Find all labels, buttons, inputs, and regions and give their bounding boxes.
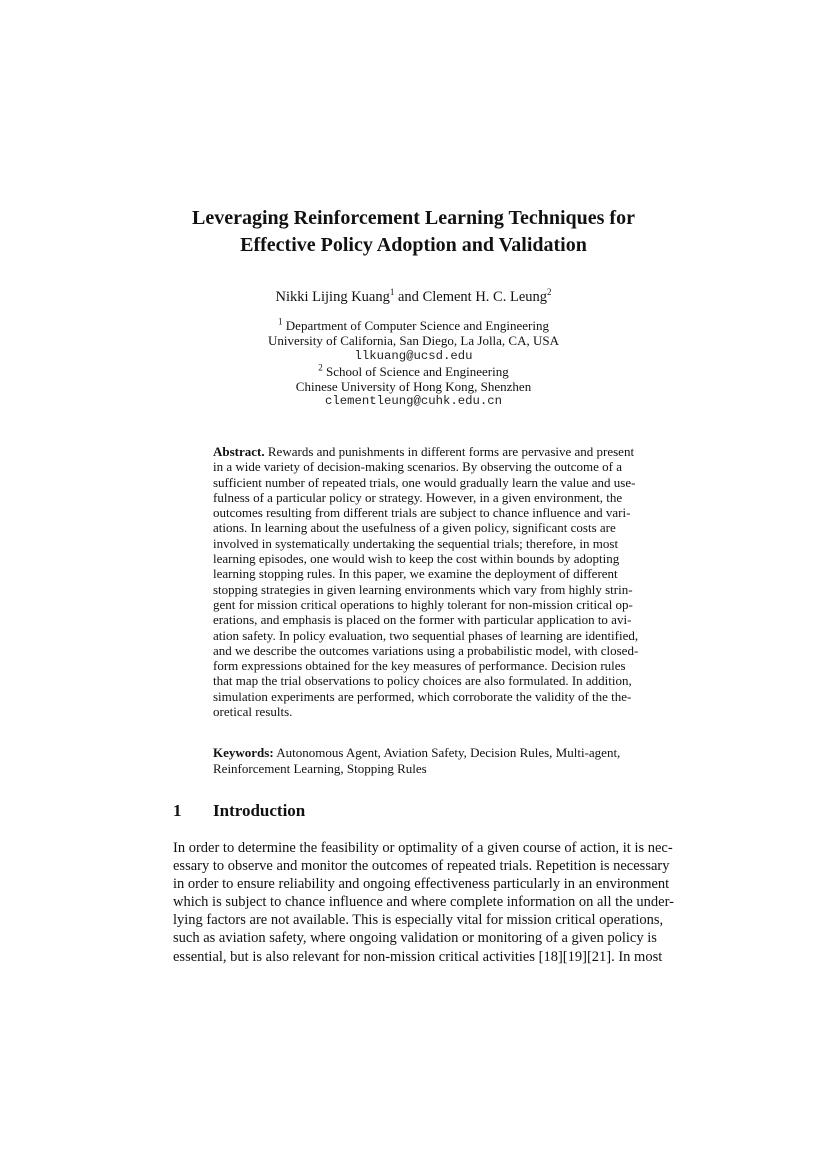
- affiliation-institution: University of California, San Diego, La Jolla, CA, USA: [267, 333, 559, 349]
- abstract-line: learning stopping rules. In this paper, we examine the deployment of different: [213, 566, 618, 582]
- abstract-line: fulness of a particular policy or strategy. However, in a given environment, the: [213, 489, 623, 505]
- abstract-line: form expressions obtained for the key measures of performance. Decision rules: [213, 658, 626, 674]
- title-line-2: Effective Policy Adoption and Validation: [240, 234, 587, 256]
- body-line: essary to observe and monitor the outcomes of repeated trials. Repetition is necessary: [173, 858, 670, 875]
- author-name: Clement H. C. Leung: [422, 289, 548, 305]
- abstract-line: that map the trial observations to policy choices are also formulated. In addition,: [213, 673, 632, 689]
- keywords-label: Keywords:: [213, 745, 274, 760]
- author-name: Nikki Lijing Kuang: [275, 289, 390, 305]
- author-affiliation-mark: 1: [389, 287, 395, 298]
- affiliation-institution: Chinese University of Hong Kong, Shenzhen: [295, 379, 532, 395]
- section-heading: [173, 801, 305, 821]
- abstract-line: ation safety. In policy evaluation, two sequential phases of learning are identified,: [213, 627, 639, 643]
- body-line: essential, but is also relevant for non-mission critical activities [18][19][21]. In most: [173, 948, 663, 965]
- author-connector: and: [394, 289, 423, 305]
- section-title: Introduction: [213, 801, 306, 820]
- keywords: [213, 745, 621, 777]
- affiliation-mark: 1: [278, 316, 283, 327]
- affiliation-email: clementleung@cuhk.edu.cn: [324, 394, 503, 409]
- body-line: In order to determine the feasibility or optimality of a given course of action, it is nec-: [173, 840, 673, 856]
- keywords-line: Reinforcement Learning, Stopping Rules: [213, 761, 427, 776]
- affiliations: [100, 318, 727, 410]
- keywords-line: Keywords: Autonomous Agent, Aviation Safety, Decision Rules, Multi-agent,: [213, 745, 621, 760]
- body-line: lying factors are not available. This is especially vital for mission critical operations,: [173, 912, 664, 929]
- body-text: [173, 839, 674, 966]
- body-line: such as aviation safety, where ongoing validation or monitoring of a given policy is: [173, 930, 657, 947]
- author-affiliation-mark: 2: [547, 287, 552, 298]
- title-line-1: Leveraging Reinforcement Learning Techniques for: [192, 207, 635, 229]
- abstract-line: sufficient number of repeated trials, one would gradually learn the value and use-: [213, 474, 636, 490]
- body-line: which is subject to chance influence and where complete information on all the under-: [173, 894, 674, 911]
- section-number: 1: [173, 801, 182, 820]
- affiliation-mark: 2: [318, 362, 323, 373]
- abstract: [213, 444, 639, 720]
- abstract-line: involved in systematically undertaking the sequential trials; therefore, in most: [213, 535, 619, 551]
- body-line: in order to ensure reliability and ongoing effectiveness particularly in an environment: [173, 876, 670, 893]
- abstract-line: stopping strategies in given learning environments which vary from highly strin-: [213, 581, 633, 597]
- affiliation-dept: $^2$ School of Science and Engineering: [318, 362, 509, 379]
- abstract-label: Abstract.: [213, 444, 265, 459]
- abstract-line: in a wide variety of decision-making scenarios. By observing the outcome of a: [213, 459, 623, 475]
- author-list: [100, 287, 727, 307]
- abstract-line: Abstract. Rewards and punishments in different forms are pervasive and present: [213, 444, 635, 459]
- affiliation-email: llkuang@ucsd.edu: [354, 348, 473, 363]
- abstract-line: ations. In learning about the usefulness of a given policy, significant costs are: [213, 520, 616, 536]
- abstract-line: learning episodes, one would wish to keep the cost within bounds by adopting: [213, 551, 620, 567]
- abstract-line: and we describe the outcomes variations using a probabilistic model, with closed-: [213, 642, 639, 658]
- abstract-line: erations, and emphasis is placed on the former with particular application to avi-: [213, 612, 632, 628]
- paper-title: [100, 205, 727, 259]
- abstract-line: simulation experiments are performed, which corroborate the validity of the the-: [213, 688, 632, 704]
- abstract-line: oretical results.: [213, 704, 293, 720]
- affiliation-dept: $^1$ Department of Computer Science and Engineering: [278, 316, 549, 333]
- abstract-line: outcomes resulting from different trials are subject to chance influence and vari-: [213, 505, 631, 521]
- abstract-line: gent for mission critical operations to highly tolerant for non-mission critical op-: [213, 596, 633, 612]
